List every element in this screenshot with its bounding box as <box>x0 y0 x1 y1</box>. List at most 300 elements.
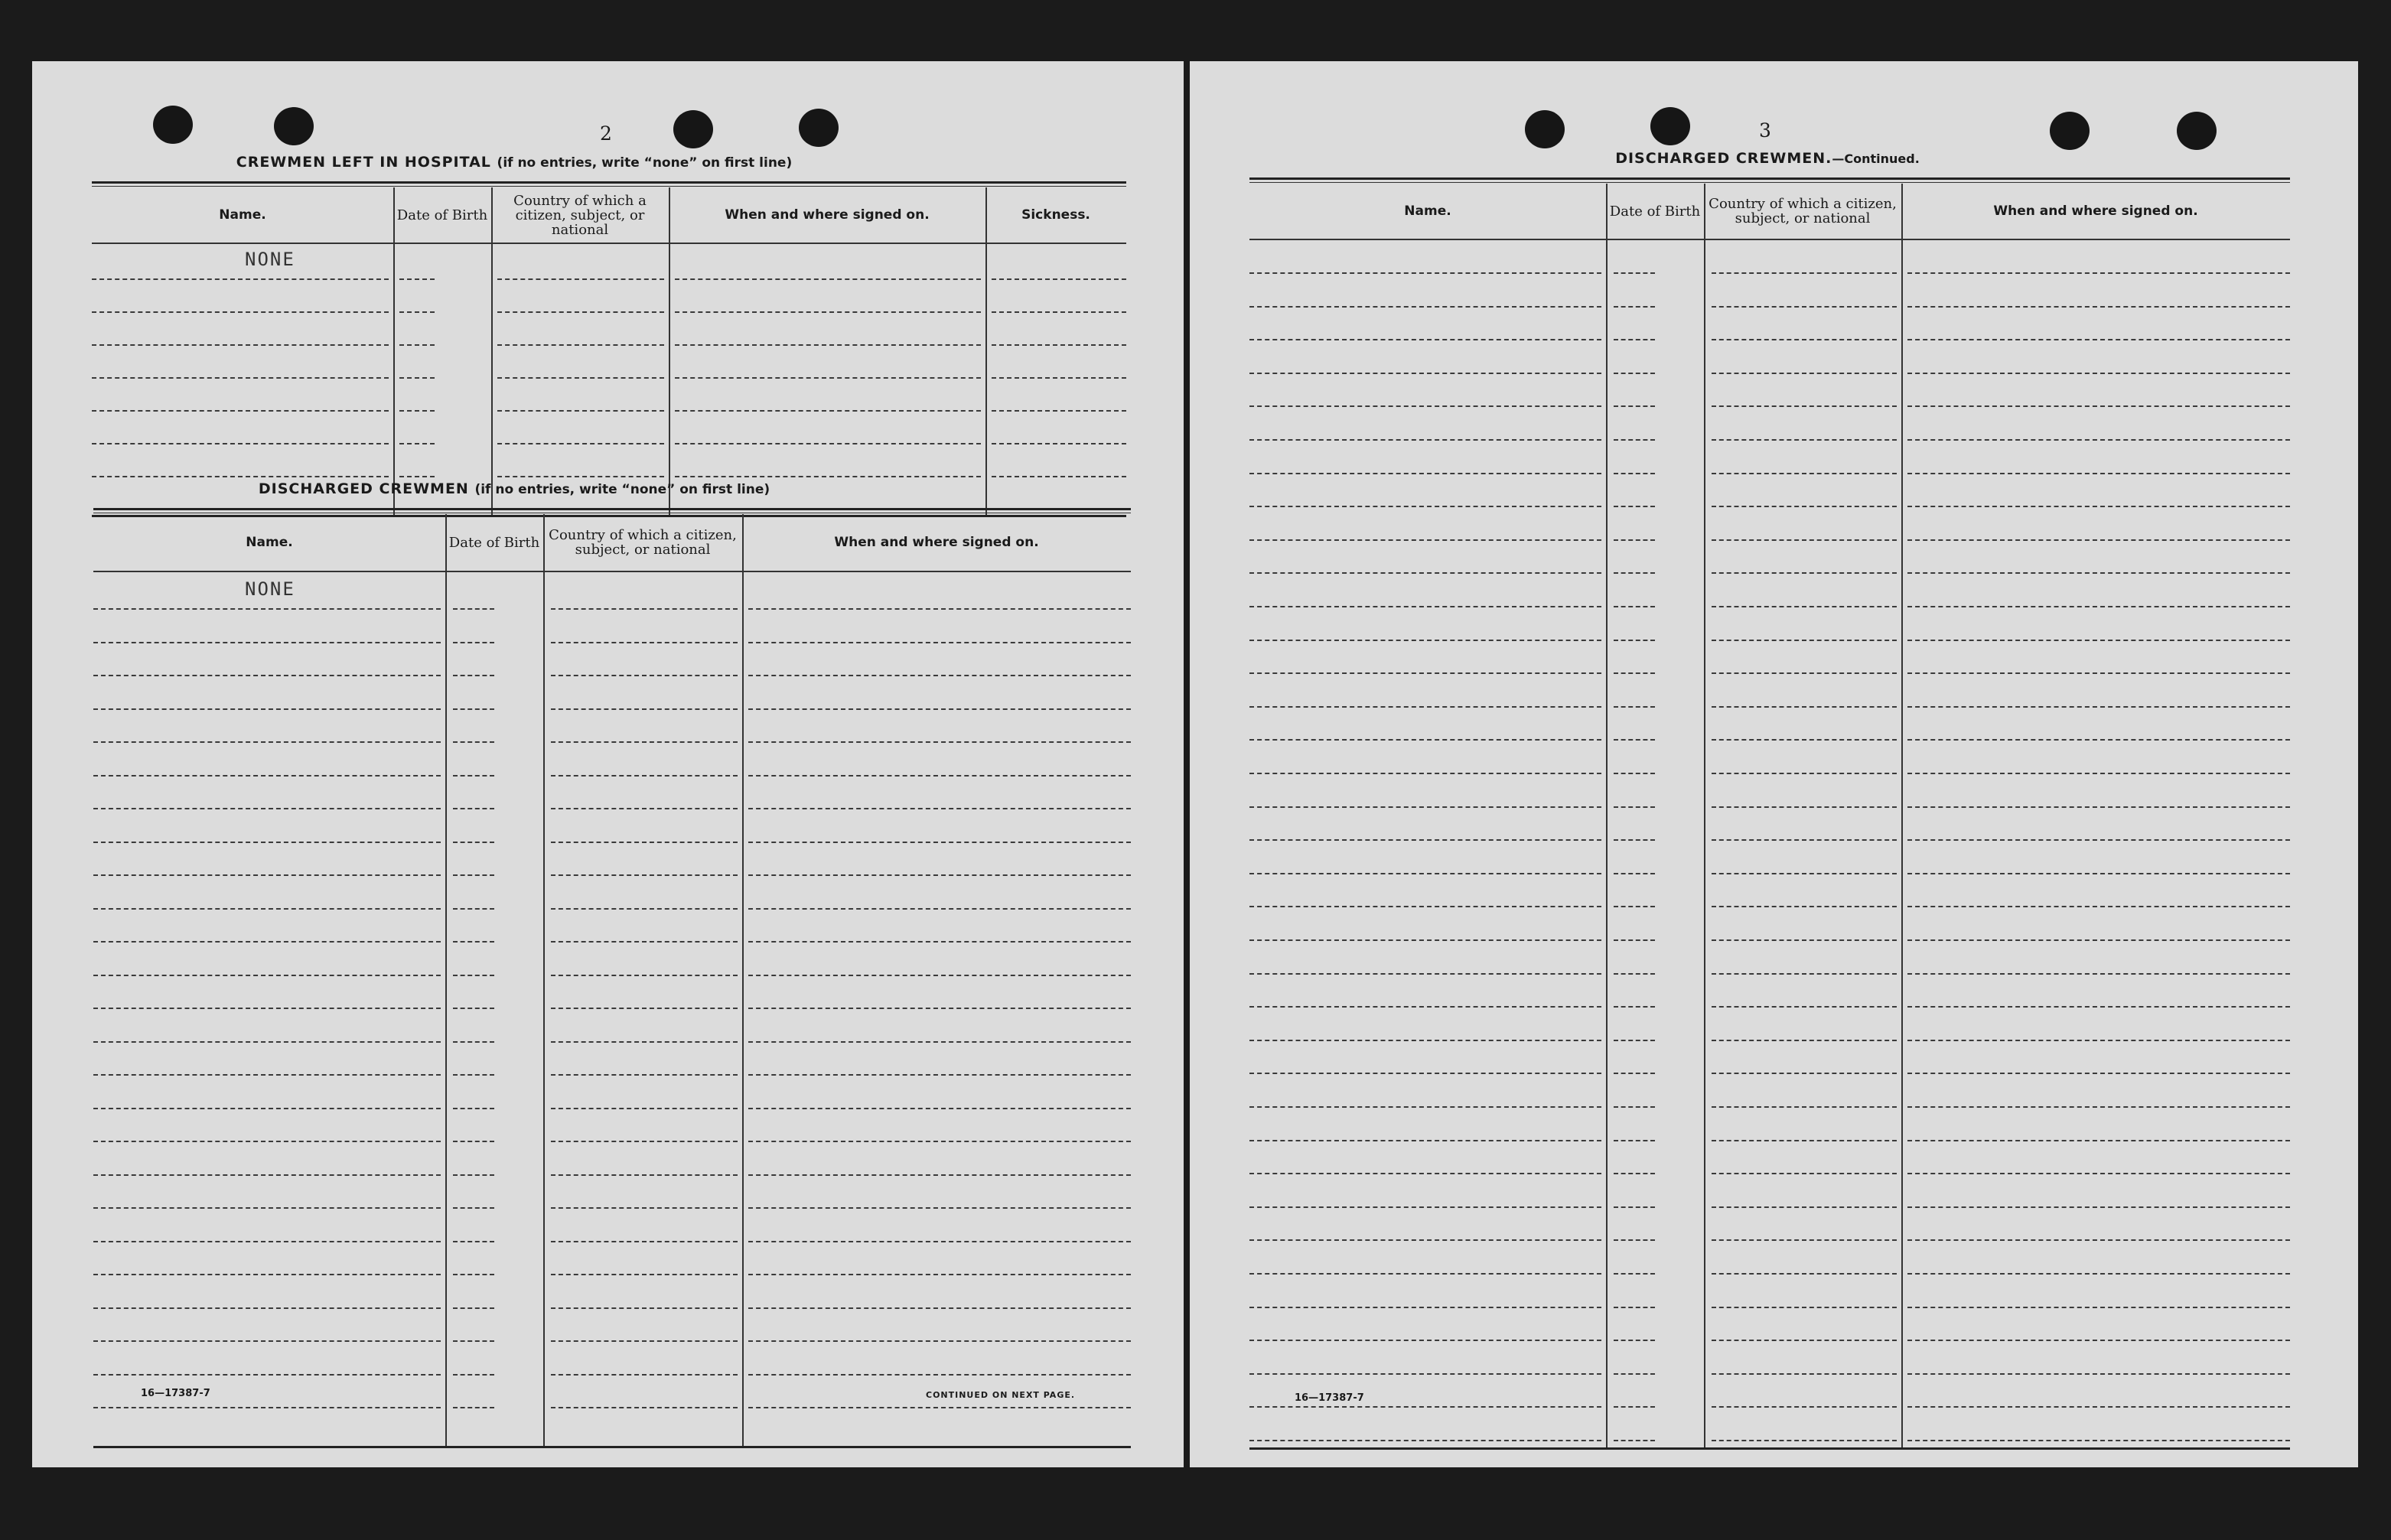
ruled-line <box>551 1207 738 1209</box>
column-header-name: Name. <box>219 207 266 223</box>
ruled-line <box>748 642 1131 643</box>
column-header-signed-on: When and where signed on. <box>834 534 1039 550</box>
ruled-line <box>1907 1340 2290 1341</box>
ruled-line <box>1907 706 2290 708</box>
ruled-line <box>1907 572 2290 574</box>
discharged-continued-subtitle: —Continued. <box>1832 151 1920 166</box>
ruled-line <box>497 443 664 444</box>
ruled-line <box>1614 1140 1655 1141</box>
ruled-line <box>1907 1307 2290 1308</box>
ruled-line <box>1249 739 1601 741</box>
ruled-line <box>1249 339 1601 340</box>
column-header-signed-on: When and where signed on. <box>725 207 930 223</box>
ruled-line <box>1249 1206 1601 1208</box>
ruled-line <box>748 1374 1131 1376</box>
ruled-line <box>1249 373 1601 374</box>
ruled-line <box>453 741 494 743</box>
ruled-line <box>399 311 435 313</box>
ruled-line <box>1614 1106 1655 1108</box>
ruled-line <box>748 842 1131 843</box>
ruled-line <box>453 1274 494 1275</box>
ruled-line <box>93 1008 441 1009</box>
ruled-line <box>1907 339 2290 340</box>
punch-hole-icon <box>1525 110 1565 148</box>
ruled-line <box>399 443 435 444</box>
ruled-line <box>92 278 389 280</box>
ruled-line <box>453 1407 494 1408</box>
ruled-line <box>1712 272 1897 274</box>
discharged-title-text: DISCHARGED CREWMEN <box>258 480 469 497</box>
ruled-line <box>453 675 494 676</box>
ruled-line <box>1614 1040 1655 1041</box>
ruled-line <box>748 1241 1131 1242</box>
ruled-line <box>748 1340 1131 1342</box>
ruled-line <box>748 975 1131 976</box>
ruled-line <box>1249 706 1601 708</box>
ruled-line <box>551 642 738 643</box>
punch-hole-icon <box>673 110 713 148</box>
ruled-line <box>1712 1440 1897 1441</box>
ruled-line <box>992 443 1126 444</box>
ruled-line <box>992 476 1126 477</box>
ruled-line <box>992 344 1126 346</box>
ruled-line <box>1712 473 1897 474</box>
ruled-line <box>1614 839 1655 841</box>
discharged-continued-title-text: DISCHARGED CREWMEN. <box>1615 150 1832 167</box>
ruled-line <box>1614 973 1655 975</box>
ruled-line <box>1712 939 1897 941</box>
ruled-line <box>1249 1040 1601 1041</box>
punch-hole-icon <box>799 109 839 147</box>
ruled-line <box>93 1174 441 1176</box>
ruled-line <box>1614 572 1655 574</box>
ruled-line <box>1907 1040 2290 1041</box>
ruled-line <box>453 1141 494 1142</box>
ruled-line <box>1907 405 2290 407</box>
ruled-line <box>1712 373 1897 374</box>
ruled-line <box>453 608 494 610</box>
ruled-line <box>497 476 664 477</box>
ruled-line <box>92 344 389 346</box>
ruled-line <box>1249 773 1601 774</box>
ruled-line <box>1249 473 1601 474</box>
ruled-line <box>551 775 738 777</box>
ruled-line <box>551 1008 738 1009</box>
ruled-line <box>1712 1373 1897 1375</box>
ruled-line <box>1614 1406 1655 1408</box>
ruled-line <box>1907 1106 2290 1108</box>
column-header-name: Name. <box>246 534 293 550</box>
ruled-line <box>1907 306 2290 308</box>
ruled-line <box>551 1407 738 1408</box>
ruled-line <box>93 1141 441 1142</box>
hospital-title-text: CREWMEN LEFT IN HOSPITAL <box>236 154 491 171</box>
ruled-line <box>1614 1440 1655 1441</box>
ruled-line <box>1712 1040 1897 1041</box>
ruled-line <box>93 1207 441 1209</box>
ruled-line <box>1249 939 1601 941</box>
ruled-line <box>1249 1140 1601 1141</box>
ruled-line <box>675 476 981 477</box>
ruled-line <box>93 775 441 777</box>
ruled-line <box>1712 1406 1897 1408</box>
ruled-line <box>1249 506 1601 507</box>
ruled-line <box>1249 839 1601 841</box>
column-header-date-of-birth: Date of Birth <box>448 534 540 551</box>
ruled-line <box>1249 306 1601 308</box>
ruled-line <box>992 311 1126 313</box>
ruled-line <box>93 741 441 743</box>
ruled-line <box>497 377 664 379</box>
ruled-line <box>551 608 738 610</box>
ruled-line <box>1249 1440 1601 1441</box>
ruled-line <box>1614 672 1655 674</box>
ruled-line <box>1249 439 1601 441</box>
ruled-line <box>551 675 738 676</box>
ruled-line <box>1712 1006 1897 1008</box>
ruled-line <box>1712 439 1897 441</box>
ruled-line <box>748 1307 1131 1309</box>
ruled-line <box>992 410 1126 412</box>
ruled-line <box>1712 873 1897 874</box>
ruled-line <box>1614 606 1655 607</box>
ruled-line <box>748 608 1131 610</box>
ruled-line <box>551 1241 738 1242</box>
ruled-line <box>1614 405 1655 407</box>
ruled-line <box>453 874 494 876</box>
ruled-line <box>497 311 664 313</box>
ruled-line <box>453 1074 494 1076</box>
ruled-line <box>748 1207 1131 1209</box>
ruled-line <box>399 476 435 477</box>
ruled-line <box>1614 373 1655 374</box>
discharged-continued-table <box>1249 177 2290 1450</box>
ruled-line <box>93 642 441 643</box>
ruled-line <box>1614 706 1655 708</box>
ruled-line <box>675 344 981 346</box>
ruled-line <box>748 675 1131 676</box>
ruled-line <box>551 1041 738 1043</box>
left-page <box>32 61 1184 1467</box>
ruled-line <box>93 941 441 943</box>
form-number: 16—17387-7 <box>141 1388 210 1399</box>
ruled-line <box>497 344 664 346</box>
ruled-line <box>1907 439 2290 441</box>
ruled-line <box>399 410 435 412</box>
ruled-line <box>1249 1340 1601 1341</box>
ruled-line <box>453 1241 494 1242</box>
ruled-line <box>675 410 981 412</box>
ruled-line <box>992 377 1126 379</box>
ruled-line <box>93 1374 441 1376</box>
ruled-line <box>748 1407 1131 1408</box>
ruled-line <box>93 908 441 910</box>
ruled-line <box>93 1307 441 1309</box>
ruled-line <box>93 808 441 809</box>
ruled-line <box>1614 1307 1655 1308</box>
ruled-line <box>1249 1373 1601 1375</box>
ruled-line <box>551 1108 738 1109</box>
ruled-line <box>748 1074 1131 1076</box>
ruled-line <box>748 908 1131 910</box>
ruled-line <box>551 741 738 743</box>
ruled-line <box>93 874 441 876</box>
ruled-line <box>92 443 389 444</box>
ruled-line <box>92 377 389 379</box>
ruled-line <box>748 874 1131 876</box>
ruled-line <box>1712 1340 1897 1341</box>
ruled-line <box>1907 640 2290 641</box>
ruled-line <box>1712 672 1897 674</box>
ruled-line <box>1249 606 1601 607</box>
ruled-line <box>453 941 494 943</box>
ruled-line <box>93 842 441 843</box>
ruled-line <box>748 1174 1131 1176</box>
ruled-line <box>1907 272 2290 274</box>
ruled-line <box>1249 1006 1601 1008</box>
ruled-line <box>453 808 494 809</box>
ruled-line <box>1907 1440 2290 1441</box>
ruled-line <box>453 1307 494 1309</box>
ruled-line <box>748 1008 1131 1009</box>
ruled-line <box>1614 1206 1655 1208</box>
ruled-line <box>1614 773 1655 774</box>
ruled-line <box>93 1407 441 1408</box>
ruled-line <box>1249 1307 1601 1308</box>
ruled-line <box>551 708 738 710</box>
ruled-line <box>93 1041 441 1043</box>
ruled-line <box>92 410 389 412</box>
ruled-line <box>1712 973 1897 975</box>
ruled-line <box>497 410 664 412</box>
first-entry-none: NONE <box>245 249 295 270</box>
ruled-line <box>1907 506 2290 507</box>
column-header-country: Country of which a citizen, subject, or national <box>513 192 647 238</box>
ruled-line <box>1712 606 1897 607</box>
page-number: 2 <box>600 122 612 145</box>
ruled-line <box>497 278 664 280</box>
ruled-line <box>1907 1073 2290 1074</box>
discharged-section-title <box>132 480 897 497</box>
ruled-line <box>1614 1173 1655 1174</box>
ruled-line <box>748 741 1131 743</box>
ruled-line <box>453 1207 494 1209</box>
ruled-line <box>1614 1273 1655 1275</box>
ruled-line <box>1907 773 2290 774</box>
ruled-line <box>1249 640 1601 641</box>
discharged-continued-title <box>1419 150 2116 167</box>
ruled-line <box>1249 272 1601 274</box>
ruled-line <box>1712 1073 1897 1074</box>
ruled-line <box>93 1274 441 1275</box>
ruled-line <box>93 1074 441 1076</box>
discharged-subtitle-text: (if no entries, write “none” on first line) <box>474 482 770 497</box>
ruled-line <box>551 808 738 809</box>
column-header-name: Name. <box>1404 203 1451 219</box>
ruled-line <box>1249 1106 1601 1108</box>
ruled-line <box>453 1108 494 1109</box>
ruled-line <box>1907 806 2290 808</box>
ruled-line <box>453 642 494 643</box>
punch-hole-icon <box>274 107 314 145</box>
ruled-line <box>1249 1406 1601 1408</box>
ruled-line <box>551 975 738 976</box>
ruled-line <box>93 608 441 610</box>
ruled-line <box>1712 1140 1897 1141</box>
column-header-country: Country of which a citizen, subject, or national <box>549 527 737 558</box>
ruled-line <box>399 278 435 280</box>
ruled-line <box>453 1340 494 1342</box>
ruled-line <box>748 708 1131 710</box>
ruled-line <box>1249 1273 1601 1275</box>
ruled-line <box>1249 1073 1601 1074</box>
ruled-line <box>1712 1239 1897 1241</box>
ruled-line <box>1249 1173 1601 1174</box>
ruled-line <box>748 775 1131 777</box>
ruled-line <box>1712 839 1897 841</box>
ruled-line <box>1614 806 1655 808</box>
ruled-line <box>551 842 738 843</box>
ruled-line <box>1712 806 1897 808</box>
ruled-line <box>1907 1206 2290 1208</box>
column-header-country: Country of which a citizen, subject, or national <box>1709 196 1897 226</box>
ruled-line <box>1907 1239 2290 1241</box>
ruled-line <box>1712 739 1897 741</box>
hospital-table <box>92 181 1126 518</box>
ruled-line <box>92 311 389 313</box>
ruled-line <box>93 708 441 710</box>
ruled-line <box>453 1041 494 1043</box>
ruled-line <box>1712 1173 1897 1174</box>
ruled-line <box>453 1174 494 1176</box>
ruled-line <box>748 1041 1131 1043</box>
continued-note: CONTINUED ON NEXT PAGE. <box>926 1390 1076 1400</box>
ruled-line <box>1614 1340 1655 1341</box>
column-header-signed-on: When and where signed on. <box>1993 203 2198 219</box>
ruled-line <box>748 808 1131 809</box>
ruled-line <box>1907 606 2290 607</box>
right-page <box>1190 61 2358 1467</box>
ruled-line <box>1614 339 1655 340</box>
ruled-line <box>1712 405 1897 407</box>
ruled-line <box>1712 339 1897 340</box>
ruled-line <box>1614 473 1655 474</box>
ruled-line <box>675 278 981 280</box>
ruled-line <box>551 874 738 876</box>
ruled-line <box>1614 1073 1655 1074</box>
ruled-line <box>1907 373 2290 374</box>
ruled-line <box>1907 539 2290 541</box>
hospital-section-title <box>132 154 897 171</box>
ruled-line <box>1614 1373 1655 1375</box>
ruled-line <box>1712 1307 1897 1308</box>
ruled-line <box>1614 506 1655 507</box>
ruled-line <box>675 443 981 444</box>
ruled-line <box>551 1274 738 1275</box>
ruled-line <box>1249 873 1601 874</box>
ruled-line <box>1907 672 2290 674</box>
ruled-line <box>93 1241 441 1242</box>
ruled-line <box>1907 906 2290 907</box>
ruled-line <box>551 1374 738 1376</box>
ruled-line <box>1614 1006 1655 1008</box>
ruled-line <box>453 708 494 710</box>
ruled-line <box>1614 1239 1655 1241</box>
ruled-line <box>1249 672 1601 674</box>
ruled-line <box>748 1141 1131 1142</box>
ruled-line <box>1907 973 2290 975</box>
ruled-line <box>1614 306 1655 308</box>
ruled-line <box>92 476 389 477</box>
ruled-line <box>551 1074 738 1076</box>
ruled-line <box>748 1274 1131 1275</box>
ruled-line <box>1712 306 1897 308</box>
ruled-line <box>1907 1373 2290 1375</box>
ruled-line <box>1614 939 1655 941</box>
ruled-line <box>1249 405 1601 407</box>
discharged-table <box>93 508 1131 1449</box>
ruled-line <box>1614 272 1655 274</box>
ruled-line <box>1614 739 1655 741</box>
hospital-subtitle-text: (if no entries, write “none” on first line) <box>497 155 793 171</box>
ruled-line <box>93 675 441 676</box>
ruled-line <box>551 1340 738 1342</box>
ruled-line <box>1249 1239 1601 1241</box>
punch-hole-icon <box>2177 112 2217 150</box>
ruled-line <box>453 1374 494 1376</box>
ruled-line <box>1712 539 1897 541</box>
ruled-line <box>1712 1206 1897 1208</box>
ruled-line <box>551 908 738 910</box>
ruled-line <box>1249 572 1601 574</box>
ruled-line <box>551 1174 738 1176</box>
ruled-line <box>93 1340 441 1342</box>
ruled-line <box>1907 1140 2290 1141</box>
ruled-line <box>748 941 1131 943</box>
ruled-line <box>1712 1273 1897 1275</box>
ruled-line <box>1907 939 2290 941</box>
ruled-line <box>1249 539 1601 541</box>
ruled-line <box>93 1108 441 1109</box>
ruled-line <box>1907 873 2290 874</box>
ruled-line <box>1907 1273 2290 1275</box>
ruled-line <box>675 377 981 379</box>
ruled-line <box>992 278 1126 280</box>
ruled-line <box>1712 640 1897 641</box>
form-number: 16—17387-7 <box>1295 1392 1364 1404</box>
punch-hole-icon <box>2050 112 2090 150</box>
column-header-date-of-birth: Date of Birth <box>396 207 488 223</box>
ruled-line <box>1249 973 1601 975</box>
ruled-line <box>1907 739 2290 741</box>
ruled-line <box>399 344 435 346</box>
ruled-line <box>551 1307 738 1309</box>
column-header-date-of-birth: Date of Birth <box>1609 203 1701 220</box>
ruled-line <box>551 1141 738 1142</box>
ruled-line <box>453 1008 494 1009</box>
ruled-line <box>399 377 435 379</box>
ruled-line <box>1614 539 1655 541</box>
ruled-line <box>453 975 494 976</box>
first-entry-none: NONE <box>245 578 295 600</box>
ruled-line <box>1249 906 1601 907</box>
ruled-line <box>551 941 738 943</box>
ruled-line <box>1907 839 2290 841</box>
ruled-line <box>453 908 494 910</box>
ruled-line <box>1907 1173 2290 1174</box>
ruled-line <box>1907 1406 2290 1408</box>
ruled-line <box>1249 806 1601 808</box>
